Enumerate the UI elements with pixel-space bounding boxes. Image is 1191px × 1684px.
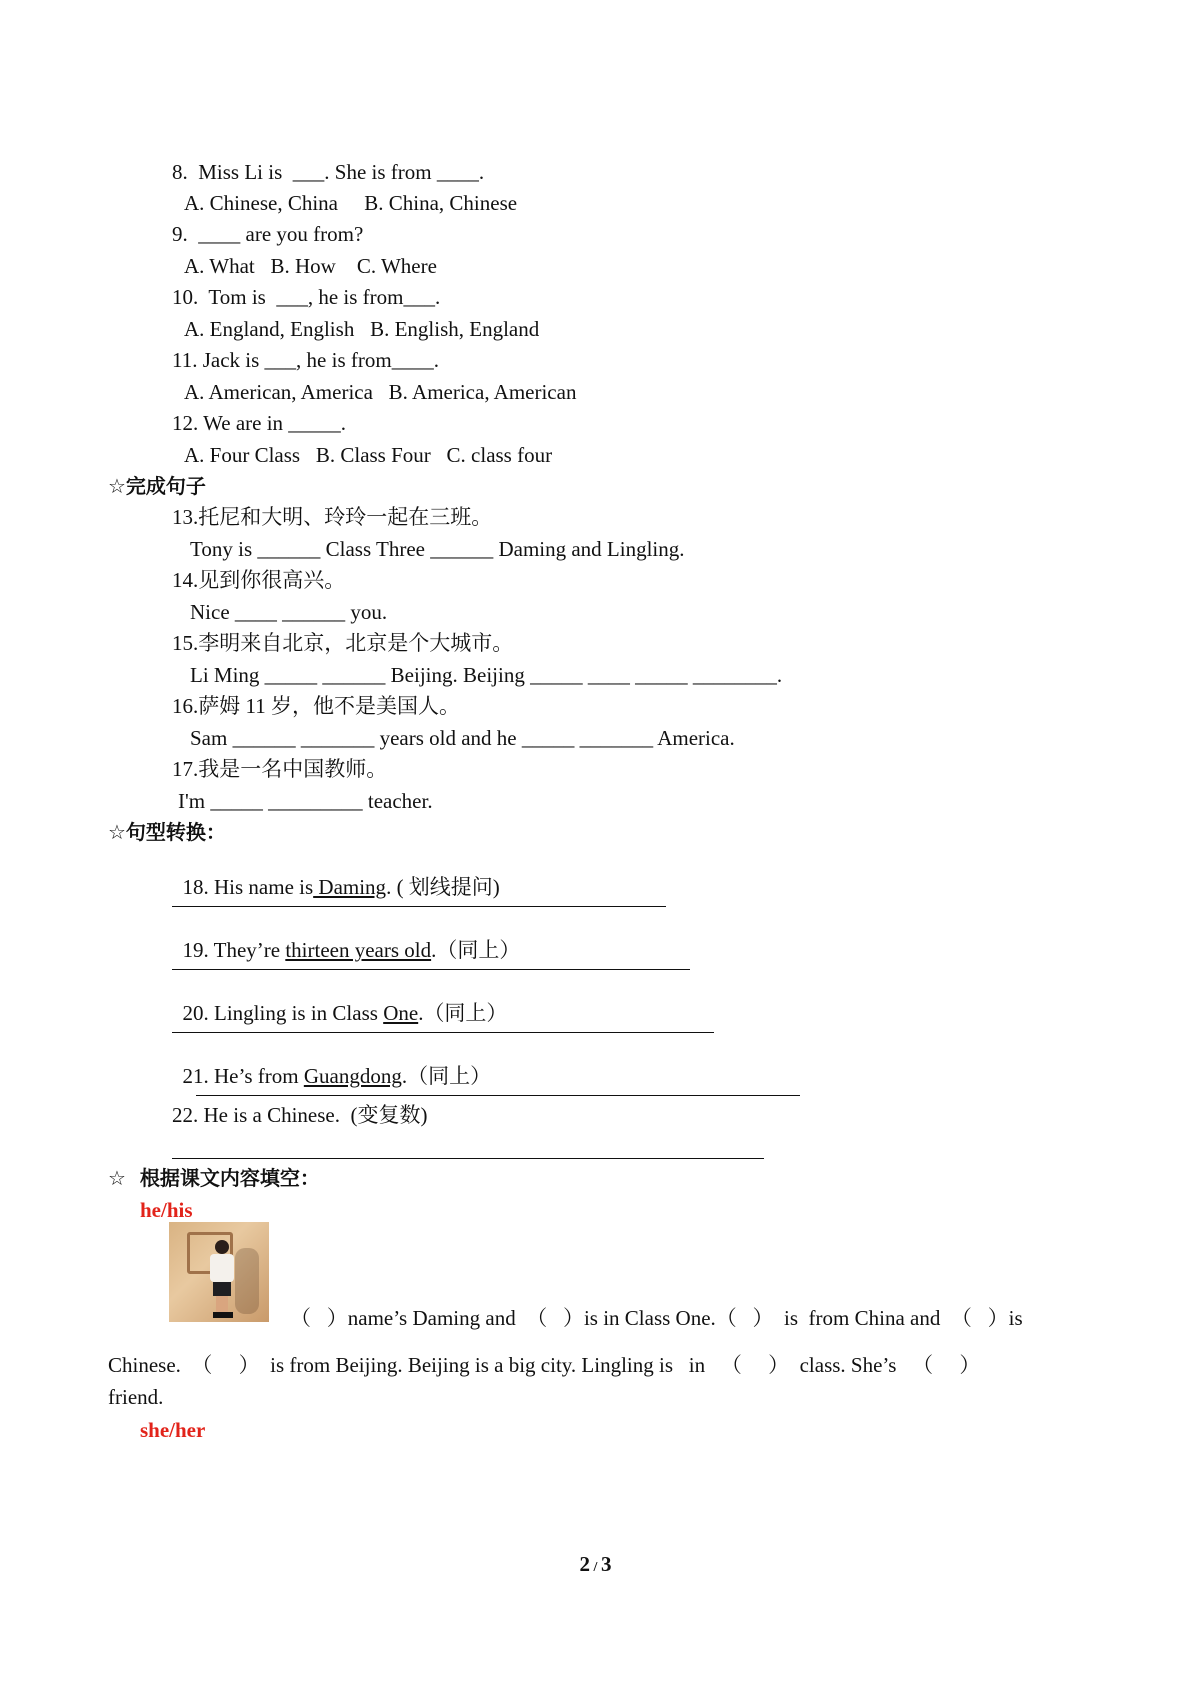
label-he-his: he/his	[140, 1198, 193, 1222]
question-21-hint: .（同上）	[401, 1064, 492, 1088]
question-11: 11. Jack is ___, he is from____.	[172, 348, 439, 372]
question-8-options: A. Chinese, China B. China, Chinese	[184, 191, 518, 215]
question-18-hint: . ( 划线提问)	[386, 875, 500, 899]
question-17-cn: 17.我是一名中国教师。	[172, 757, 388, 781]
question-21-underlined: Guangdong	[303, 1064, 402, 1088]
question-20-underlined: One	[383, 1001, 419, 1025]
question-12-options: A. Four Class B. Class Four C. class four	[184, 443, 553, 467]
question-21-text: 21. He’s from	[182, 1064, 304, 1088]
question-16-cn: 16.萨姆 11 岁，他不是美国人。	[172, 694, 460, 718]
question-9-options: A. What B. How C. Where	[184, 254, 437, 278]
section-fill-in-text: ☆ 根据课文内容填空：	[108, 1166, 320, 1190]
answer-line-21[interactable]	[196, 1095, 800, 1096]
question-16-en: Sam ______ _______ years old and he _____ _______ America.	[190, 726, 735, 750]
question-19	[172, 914, 520, 962]
paragraph-line-1: （ ）name’s Daming and （ ）is in Class One.（ ） is from China and （ ）is	[290, 1306, 1023, 1330]
question-14-en: Nice ____ ______ you.	[190, 600, 388, 624]
question-20	[172, 977, 507, 1025]
question-8: 8. Miss Li is ___. She is from ____.	[172, 160, 485, 184]
answer-line-20[interactable]	[172, 1032, 714, 1033]
question-10: 10. Tom is ___, he is from___.	[172, 285, 441, 309]
question-11-options: A. American, America B. America, American	[184, 380, 577, 404]
question-19-hint: .（同上）	[431, 938, 521, 962]
question-17-en: I'm _____ _________ teacher.	[178, 789, 433, 813]
question-15-en: Li Ming _____ ______ Beijing. Beijing _____ ____ _____ ________.	[190, 663, 783, 687]
paragraph-line-3: friend.	[108, 1385, 164, 1409]
question-19-underlined: thirteen years old	[285, 938, 432, 962]
page-number	[0, 1552, 1191, 1577]
paragraph-line-2: Chinese. （ ） is from Beijing. Beijing is a big city. Lingling is in （ ） class. She’s （ ）	[108, 1353, 981, 1377]
answer-line-19[interactable]	[172, 969, 690, 970]
question-20-hint: .（同上）	[418, 1001, 508, 1025]
question-14-cn: 14.见到你很高兴。	[172, 568, 346, 592]
question-15-cn: 15.李明来自北京，北京是个大城市。	[172, 631, 514, 655]
answer-line-18[interactable]	[172, 906, 666, 907]
section-complete-sentences: ☆完成句子	[108, 474, 206, 498]
question-18	[172, 851, 500, 899]
question-18-text: 18. His name is	[182, 875, 314, 899]
question-18-underlined: Daming	[313, 875, 387, 899]
page-separator: /	[590, 1560, 601, 1575]
question-13-en: Tony is ______ Class Three ______ Daming and Lingling.	[190, 537, 685, 561]
page-current: 2	[579, 1552, 591, 1576]
question-22: 22. He is a Chinese. (变复数)	[172, 1103, 428, 1127]
question-12: 12. We are in _____.	[172, 411, 347, 435]
answer-line-22[interactable]	[172, 1158, 764, 1159]
page-total: 3	[600, 1552, 612, 1576]
question-9: 9. ____ are you from?	[172, 222, 364, 246]
question-20-text: 20. Lingling is in Class	[182, 1001, 384, 1025]
boy-photo	[169, 1222, 269, 1322]
question-21	[172, 1040, 491, 1088]
question-10-options: A. England, English B. English, England	[184, 317, 540, 341]
question-13-cn: 13.托尼和大明、玲玲一起在三班。	[172, 505, 493, 529]
section-sentence-transform: ☆句型转换：	[108, 820, 226, 844]
label-she-her: she/her	[140, 1418, 206, 1442]
question-19-text: 19. They’re	[182, 938, 286, 962]
